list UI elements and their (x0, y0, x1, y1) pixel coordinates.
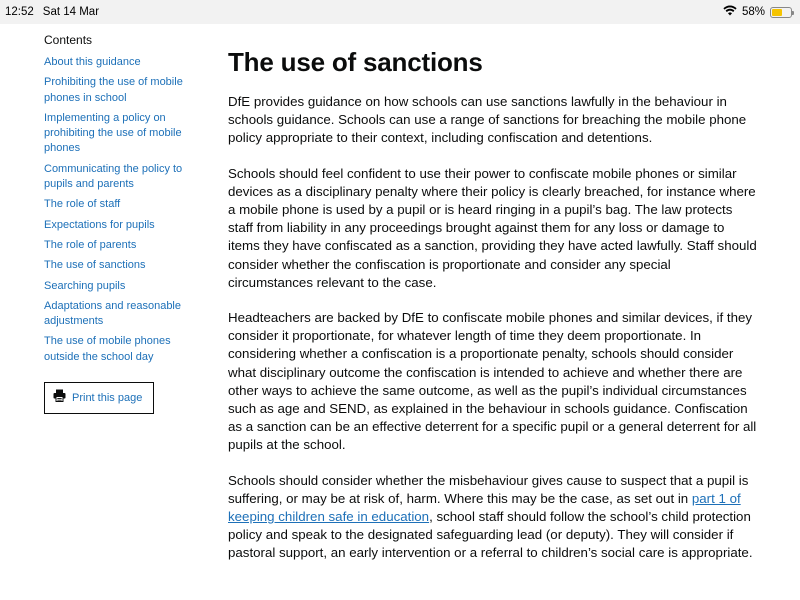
status-bar (0, 0, 800, 24)
printer-icon (53, 389, 66, 407)
print-page-label: Print this page (72, 392, 143, 405)
print-page-button[interactable] (44, 382, 154, 414)
status-right (723, 5, 792, 19)
status-left (5, 6, 99, 18)
contents-heading: Contents (44, 33, 93, 47)
contents-item (44, 162, 199, 193)
paragraph-1: DfE provides guidance on how schools can use sanctions lawfully in the behaviour in schools guidance. Schools can use a range of sanctions for breaching the mobile phone policy appropriate to their context, including confiscation and detentions. (228, 94, 747, 146)
contents-item (44, 75, 199, 106)
status-date: Sat 14 Mar (42, 6, 100, 18)
paragraph-4 (228, 472, 758, 563)
contents-link[interactable]: The role of staff (44, 198, 121, 211)
contents-link[interactable]: About this guidance (44, 56, 141, 68)
contents-link[interactable]: Prohibiting the use of mobile phones in school (44, 76, 183, 104)
paragraph-4-text-before: Schools should consider whether the misbehaviour gives cause to suspect that a pupil is suffering, or may be at risk of, harm. Where this may be the case, as set out in (228, 472, 749, 506)
contents-item (44, 197, 199, 212)
paragraph-2: Schools should feel confident to use their power to confiscate mobile phones or similar devices as a disciplinary penalty where their policy is clearly breached, for instance where a mobile phone is used by a pupil or is heard ringing in a pupil’s bag. The law protects staff from liability in any proceedings brought against them for any loss or damage to items they have confiscated as a sanction, providing they have acted lawfully. Staff should consider whether the confiscation is proportionate and consider any special circumstances relevant to the case. (228, 165, 757, 290)
battery-icon (770, 7, 792, 18)
contents-link[interactable]: Expectations for pupils (44, 218, 155, 231)
contents-item (44, 258, 199, 273)
paragraph-4-text-after: , school staff should follow the school’s child protection policy and speak to the designated safeguarding lead (or deputy). They will consider if pastoral support, an early intervention or a referral to children’s social care is appropriate. (228, 509, 753, 561)
status-time: 12:52 (5, 6, 34, 18)
contents-link[interactable]: The use of mobile phones outside the school day (44, 335, 171, 363)
contents-item (44, 55, 199, 70)
contents-link[interactable]: Communicating the policy to pupils and parents (44, 162, 183, 191)
contents-item (44, 334, 199, 365)
wifi-icon (723, 5, 737, 19)
paragraph-3: Headteachers are backed by DfE to confiscate mobile phones and similar devices, if they consider it proportionate, for whatever length of time they deem proportionate. In considering whether a confiscation is a proportionate penalty, schools should consider what disciplinary outcome the confiscation is intended to achieve and whether there are other ways to achieve the same outcome, as well as the pupil’s individual circumstances such as age and SEND, as explained in the behaviour in schools guidance. Confiscation as a sanction can be an effective deterrent for a specific pupil or a general deterrent for all pupils at the school. (228, 310, 757, 453)
contents-item (44, 218, 199, 233)
contents-item (44, 279, 199, 294)
page-title: The use of sanctions (228, 47, 483, 77)
contents-link[interactable]: Searching pupils (44, 279, 126, 292)
kcsie-link[interactable]: part 1 of keeping children safe in education (228, 490, 741, 525)
contents-link[interactable]: The role of parents (44, 238, 137, 251)
contents-link[interactable]: The use of sanctions (44, 259, 146, 272)
battery-percent: 58% (741, 6, 765, 18)
battery-level-fill (772, 9, 782, 16)
contents-item (44, 111, 199, 157)
contents-sidebar (44, 32, 199, 414)
contents-list (44, 55, 199, 365)
contents-link[interactable]: Adaptations and reasonable adjustments (44, 299, 181, 328)
battery-tip (792, 11, 794, 15)
main-content (228, 44, 758, 580)
contents-link[interactable]: Implementing a policy on prohibiting the use of mobile phones (44, 111, 182, 155)
contents-item (44, 238, 199, 253)
contents-item (44, 299, 199, 330)
